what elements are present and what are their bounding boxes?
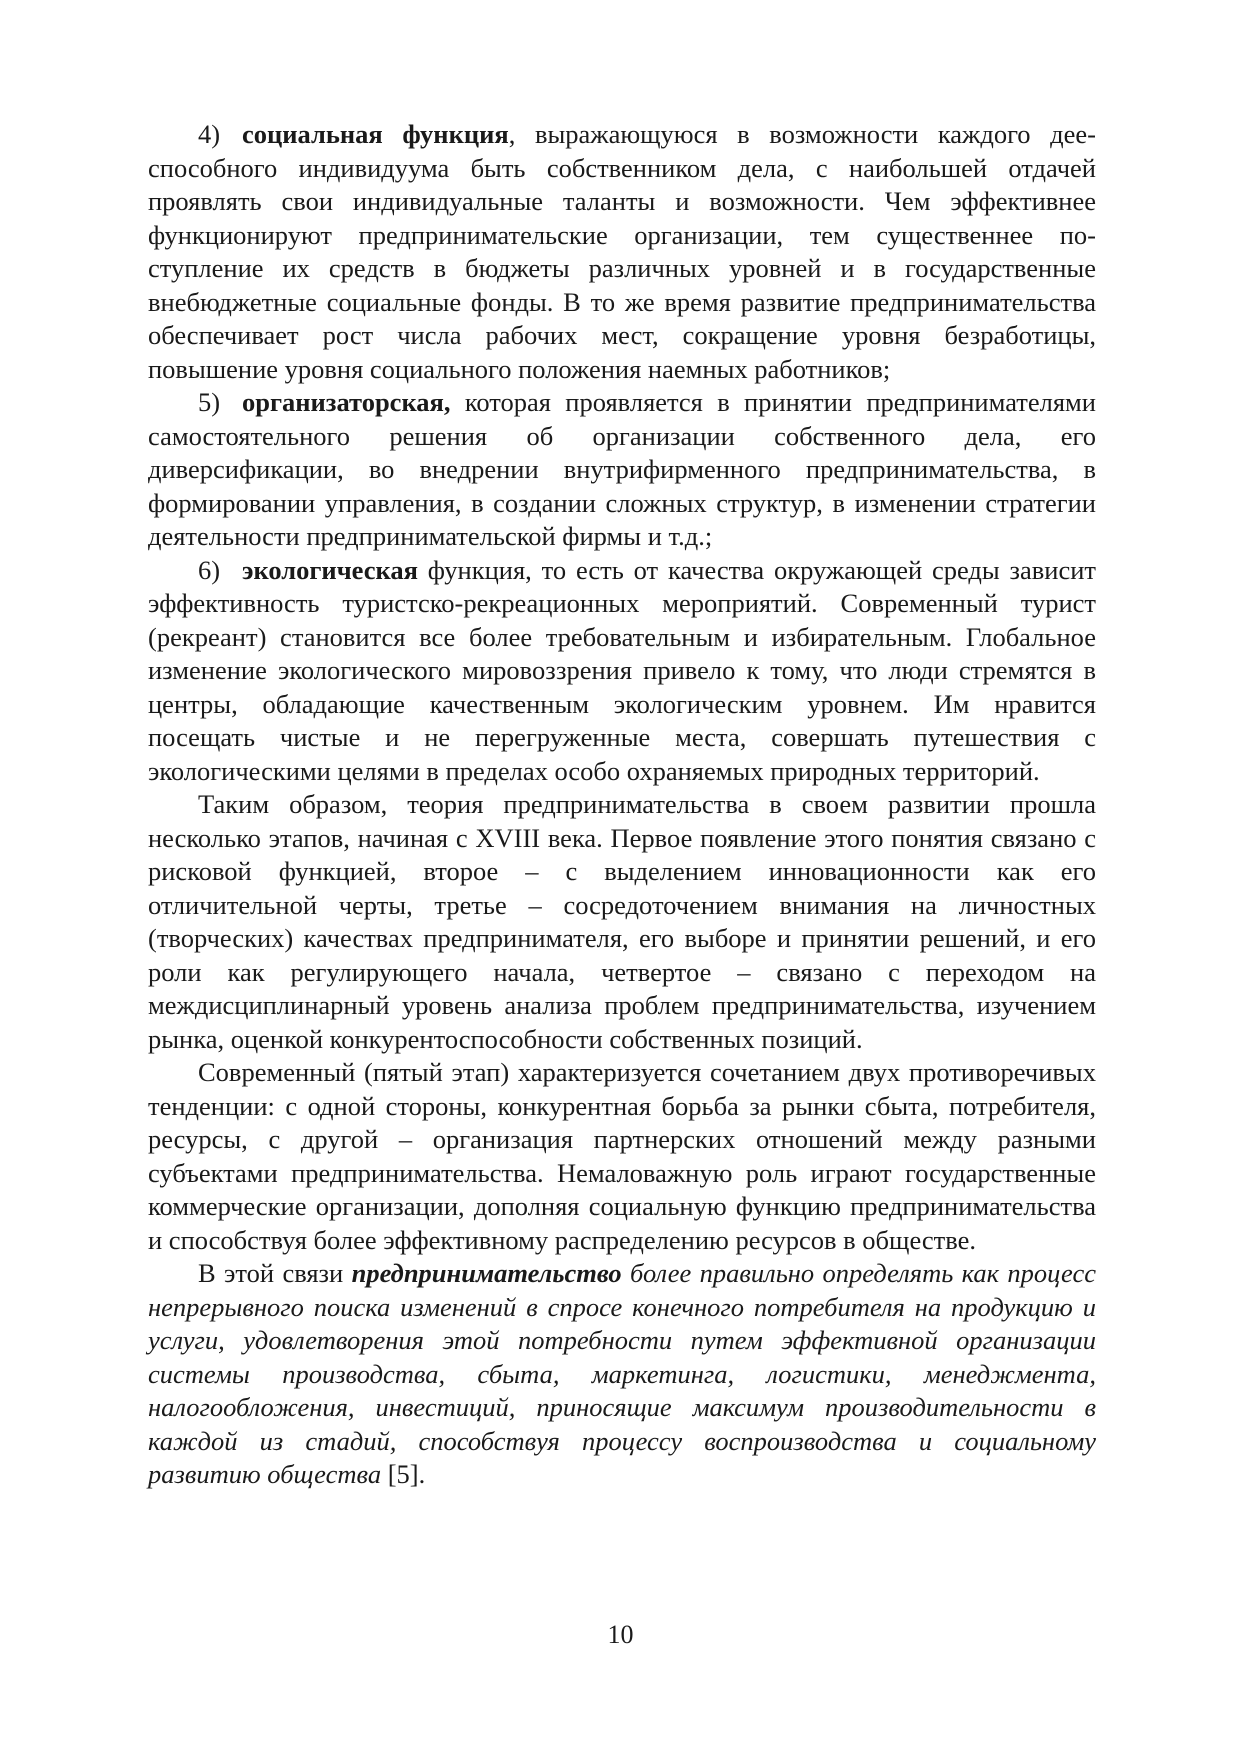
list-item-text: , выражающуюся в возможности каждого дееспособного индивидуума быть собственником дела, с наибольшей отдачей проявлять свои индивидуальные таланты и возможности. Чем эффективнее функционируют предпринимательские организации, тем существеннее поступление их средств в бюджеты различных уровней и в государственные внебюджетные социальные фонды. В то же время развитие предпринимательства обеспечивает рост числа рабочих мест, сокращение уровня безработицы, повышение уровня социального положения наемных работников; — [148, 119, 1096, 384]
paragraph-modern-stage: Современный (пятый этап) характеризуется сочетанием двух противоречивых тенденции: с одной стороны, конкурентная борьба за рынки сбыта, потребителя, ресурсы, с другой – организация партнерских отношений между разными субъектами предпринимательства. Немаловажную роль играют государственные коммерческие организации, дополняя социальную функцию предпринимательства и способствуя более эффективному распределению ресурсов в обществе. — [148, 1057, 1096, 1255]
list-item-term: социальная функция — [242, 119, 509, 149]
list-item-term: организаторская, — [242, 387, 451, 417]
paragraph-stages: Таким образом, теория предпринимательства в своем развитии прошла несколько этапов, начиная с XVIII века. Первое появление этого понятия связано с рисковой функцией, второе – с выделением инновационности как его отличительной черты, третье – сосредоточением внимания на личностных (творческих) качествах предпринимателя, его выборе и принятии решений, и его роли как регулирующего начала, четвертое – связано с переходом на междисциплинарный уровень анализа проблем предпринимательства, изучением рынка, оценкой конкурентоспособности собственных позиций. — [148, 789, 1096, 1054]
list-item-number: 4) — [198, 119, 221, 149]
list-item-term: экологическая — [242, 554, 418, 585]
list-item-ecological-function — [148, 554, 1096, 789]
definition-term: предпринимательство — [351, 1258, 622, 1288]
page-number: 10 — [607, 1620, 634, 1649]
definition-citation: [5]. — [381, 1459, 426, 1489]
list-item-text: функция, то есть от качества окружающей среды зависит эффективность туристско-рекреационных мероприятий. Современный турист (рекреант) становится все более требовательным и избирательным. Глобальное изменение экологического мировоззрения привело к тому, что люди стремятся в центры, обладающие качественным экологическим уровнем. Им нравится посещать чистые и не перегруженные места, совершать путешествия с экологическими целями в пределах особо охраняемых природных территорий. — [148, 554, 1096, 786]
definition-body: более правильно определять как процесс непрерывного поиска изменений в спросе конечного потребителя на продукцию и услуги, удовлетворения этой потребности путем эффективной организации системы производства, сбыта, маркетинга, логистики, менеджмента, налогообложения, инвестиций, приносящие максимум производительности в каждой из стадий, способствуя процессу воспроизводства и социальному развитию общества — [148, 1258, 1096, 1489]
list-item-number: 5) — [198, 387, 221, 417]
list-item-number: 6) — [198, 554, 221, 585]
list-item-social-function — [148, 118, 1096, 386]
definition-lead: В этой связи — [198, 1258, 352, 1288]
list-item-text: которая проявляется в принятии предпринимателями самостоятельного решения об организации собственного дела, его диверсификации, во внедрении внутрифирменного предпринимательства, в формировании управления, в создании сложных структур, в изменении стратегии деятельности предпринимательской фирмы и т.д.; — [148, 387, 1096, 551]
paragraph-definition — [148, 1257, 1096, 1492]
list-item-organizational-function — [148, 386, 1096, 554]
document-body — [148, 118, 1096, 1492]
